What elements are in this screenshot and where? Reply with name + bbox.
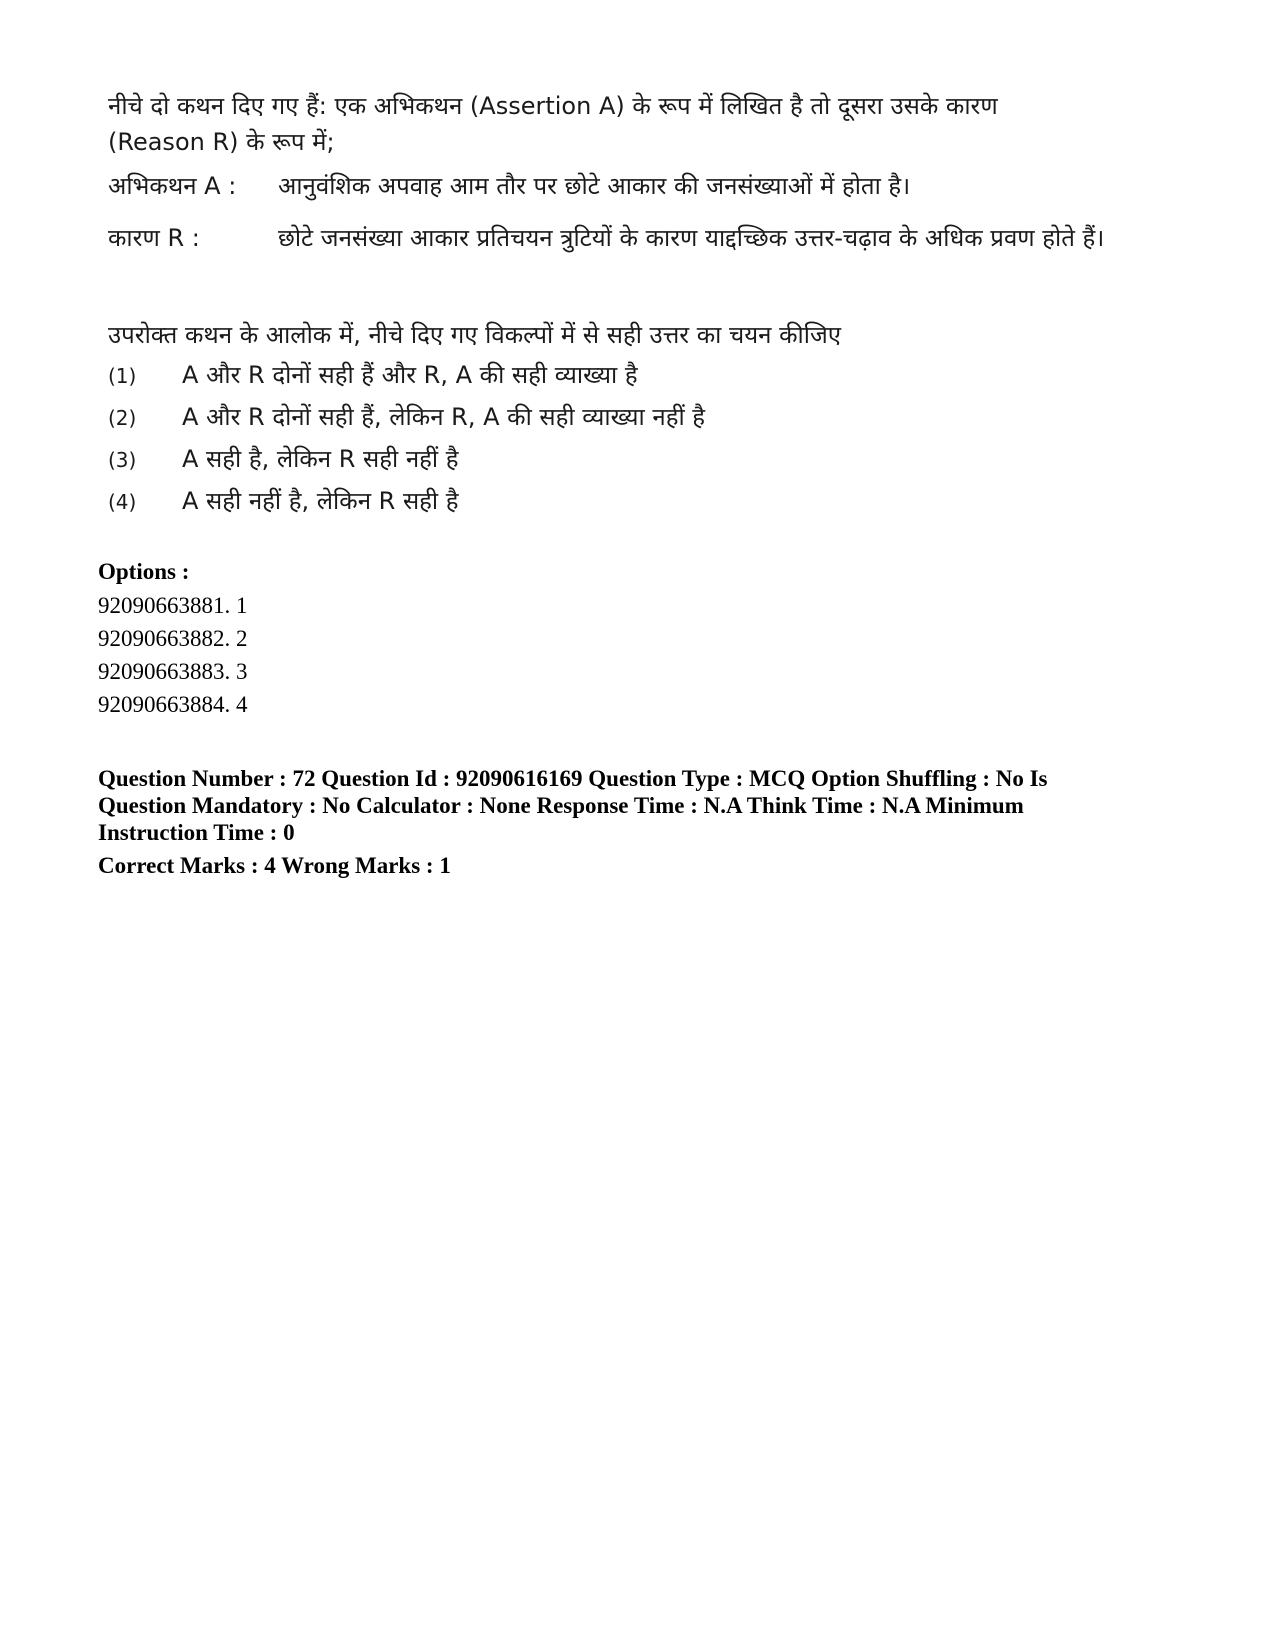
option-item-1: 92090663881. 1: [98, 593, 248, 618]
choice-2: [108, 400, 705, 435]
assertion-label: अभिकथन A :: [108, 172, 237, 200]
option-item-3: 92090663883. 3: [98, 659, 248, 684]
choice-number: (2): [108, 406, 137, 430]
intro-line-2: (Reason R) के रूप में;: [108, 128, 335, 156]
question-intro: [108, 88, 1108, 160]
question-meta-line-3: Instruction Time : 0: [98, 820, 295, 845]
choice-3: [108, 442, 459, 477]
choice-number: (3): [108, 448, 137, 472]
choice-number: (1): [108, 364, 137, 388]
reason-text: छोटे जनसंख्या आकार प्रतिचयन त्रुटियों के कारण याद्दच्छिक उत्तर-चढ़ाव के अधिक प्रवण होते हैं।: [278, 224, 1105, 252]
choice-text: A सही नहीं है, लेकिन R सही है: [182, 487, 459, 515]
option-item-4: 92090663884. 4: [98, 692, 248, 717]
choice-text: A और R दोनों सही हैं और R, A की सही व्याख्या है: [182, 361, 638, 389]
choice-1: [108, 358, 638, 393]
assertion-text: आनुवंशिक अपवाह आम तौर पर छोटे आकार की जनसंख्याओं में होता है।: [278, 172, 911, 200]
question-marks: Correct Marks : 4 Wrong Marks : 1: [98, 853, 451, 878]
choice-text: A और R दोनों सही हैं, लेकिन R, A की सही व्याख्या नहीं है: [182, 403, 706, 431]
reason-label: कारण R :: [108, 224, 200, 252]
options-heading: Options :: [98, 559, 190, 584]
assertion-row: [108, 170, 1108, 204]
option-item-2: 92090663882. 2: [98, 626, 248, 651]
choice-number: (4): [108, 490, 137, 514]
question-meta-line-2: Question Mandatory : No Calculator : None Response Time : N.A Think Time : N.A Minimum: [98, 793, 1024, 818]
choice-4: [108, 484, 459, 519]
reason-row: [108, 222, 1108, 290]
choice-text: A सही है, लेकिन R सही नहीं है: [182, 445, 459, 473]
intro-line-1: नीचे दो कथन दिए गए हैं: एक अभिकथन (Assertion A) के रूप में लिखित है तो दूसरा उसके कारण: [108, 92, 998, 120]
question-meta-line-1: Question Number : 72 Question Id : 92090616169 Question Type : MCQ Option Shuffling : No Is: [98, 766, 1048, 791]
question-instruction: उपरोक्त कथन के आलोक में, नीचे दिए गए विकल्पों में से सही उत्तर का चयन कीजिए: [108, 321, 842, 349]
